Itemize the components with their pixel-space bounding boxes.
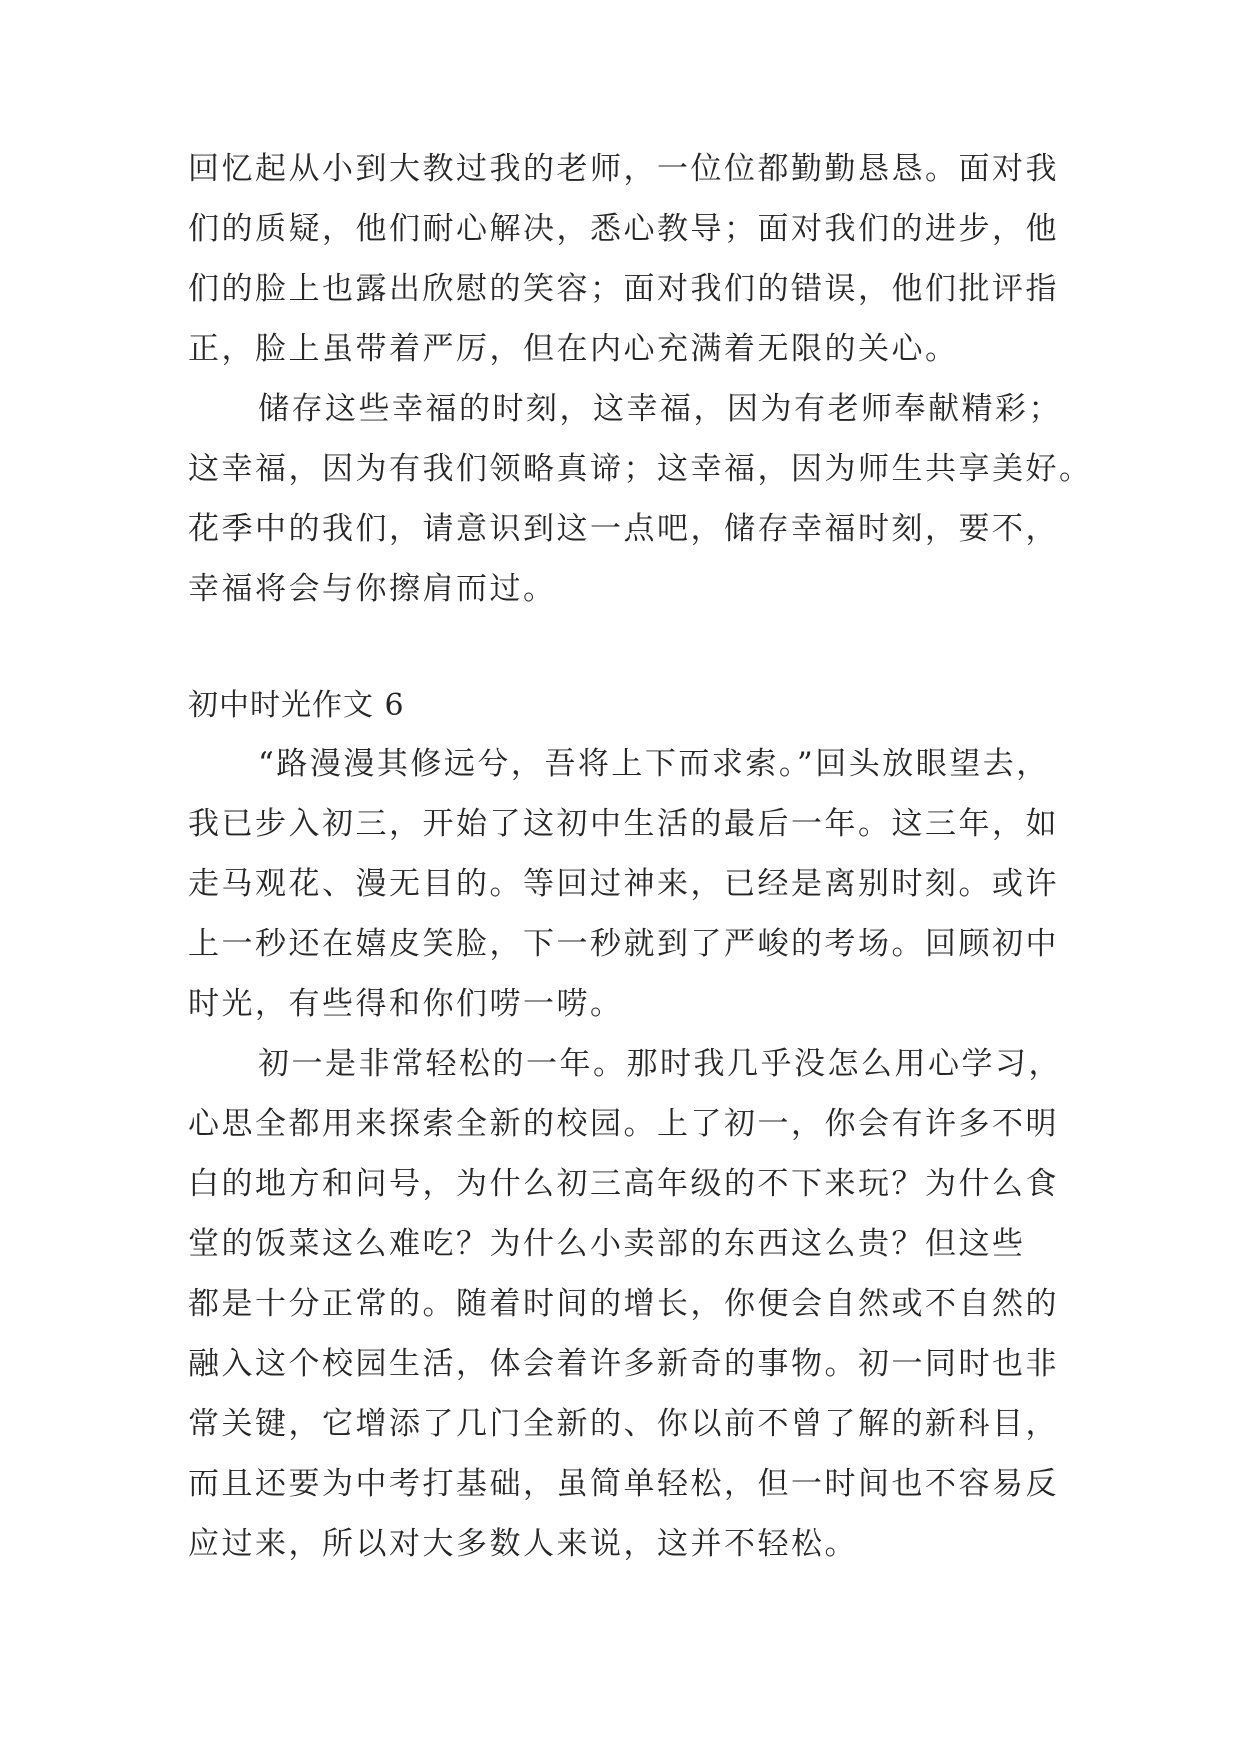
- paragraph-line: 我已步入初三，开始了这初中生活的最后一年。这三年，如: [188, 806, 1059, 842]
- paragraph-line: 们的脸上也露出欣慰的笑容；面对我们的错误，他们批评指: [188, 271, 1059, 307]
- paragraph-line: 堂的饭菜这么难吃？为什么小卖部的东西这么贵？但这些: [188, 1226, 1026, 1262]
- paragraph-line: 正，脸上虽带着严厉，但在内心充满着无限的关心。: [188, 331, 959, 367]
- section-title: 初中时光作文 6: [188, 688, 405, 723]
- paragraph-line: 心思全都用来探索全新的校园。上了初一，你会有许多不明: [188, 1106, 1059, 1142]
- paragraph-line: 都是十分正常的。随着时间的增长，你便会自然或不自然的: [188, 1286, 1059, 1322]
- paragraph-line: 们的质疑，他们耐心解决，悉心教导；面对我们的进步，他: [188, 211, 1059, 247]
- paragraph-line: 走马观花、漫无目的。等回过神来，已经是离别时刻。或许: [188, 866, 1059, 902]
- paragraph-line: 幸福将会与你擦肩而过。: [188, 571, 557, 607]
- paragraph-line: 初一是非常轻松的一年。那时我几乎没怎么用心学习，: [258, 1046, 1062, 1082]
- paragraph-line: 时光，有些得和你们唠一唠。: [188, 986, 624, 1022]
- paragraph-line: 白的地方和问号，为什么初三高年级的不下来玩？为什么食: [188, 1166, 1059, 1202]
- paragraph-line: “路漫漫其修远兮，吾将上下而求索。”回头放眼望去，: [258, 746, 1050, 782]
- paragraph-line: 储存这些幸福的时刻，这幸福，因为有老师奉献精彩；: [258, 391, 1062, 427]
- paragraph-line: 花季中的我们，请意识到这一点吧，储存幸福时刻，要不，: [188, 511, 1059, 547]
- paragraph-line: 回忆起从小到大教过我的老师，一位位都勤勤恳恳。面对我: [188, 151, 1059, 187]
- paragraph-line: 而且还要为中考打基础，虽简单轻松，但一时间也不容易反: [188, 1466, 1059, 1502]
- paragraph-line: 融入这个校园生活，体会着许多新奇的事物。初一同时也非: [188, 1346, 1059, 1382]
- paragraph-line: 常关键，它增添了几门全新的、你以前不曾了解的新科目，: [188, 1406, 1059, 1442]
- paragraph-line: 应过来，所以对大多数人来说，这并不轻松。: [188, 1526, 858, 1562]
- paragraph-line: 上一秒还在嬉皮笑脸，下一秒就到了严峻的考场。回顾初中: [188, 926, 1059, 962]
- paragraph-line: 这幸福，因为有我们领略真谛；这幸福，因为师生共享美好。: [188, 451, 1093, 487]
